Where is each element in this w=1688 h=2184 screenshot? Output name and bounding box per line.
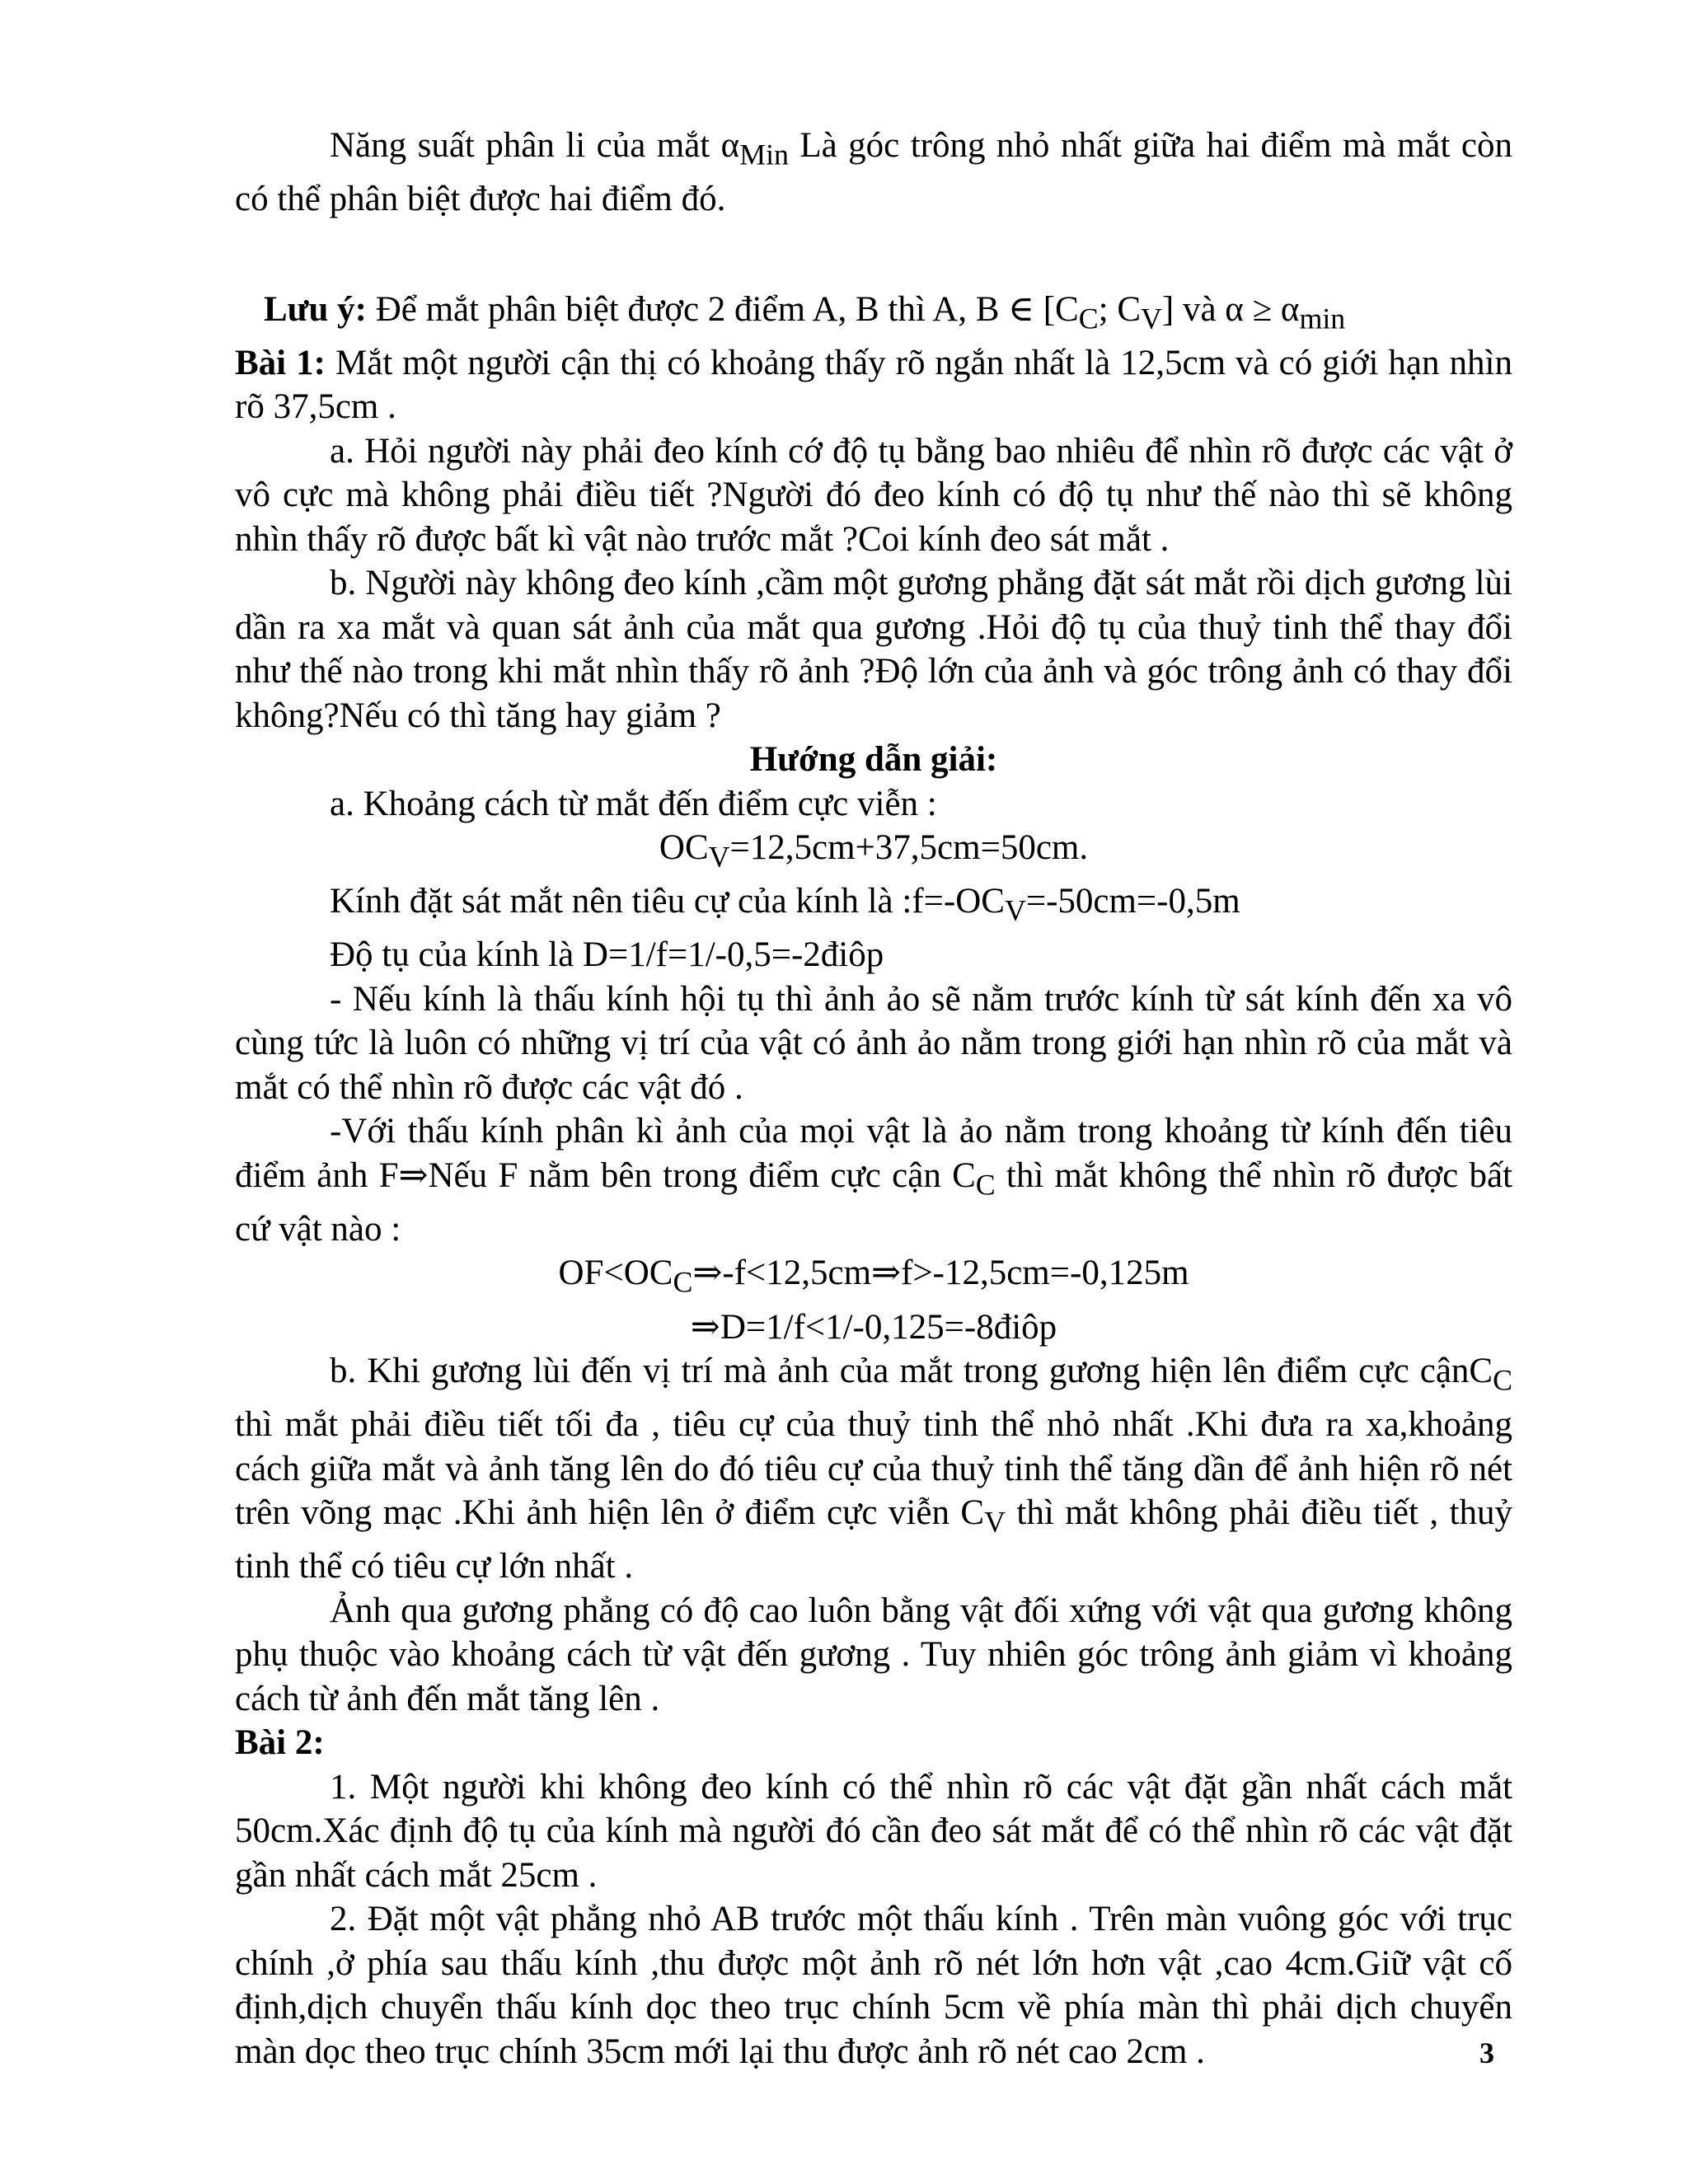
document-page	[235, 124, 1512, 2074]
focal-post: =-50cm=-0,5m	[1025, 882, 1240, 921]
bai1-intro-text: Mắt một người cận thị có khoảng thấy rõ ngắn nhất là 12,5cm và có giới hạn nhìn rõ 37,5cm .	[235, 343, 1512, 427]
note-text2: ; C	[1098, 289, 1142, 329]
bai1-question-b: b. Người này không đeo kính ,cầm một gương phẳng đặt sát mắt rồi dịch gương lùi dần ra xa mắt và quan sát ảnh của mắt qua gương .Hỏi độ tụ của thuỷ tinh thể thay đổi như thế nào trong khi mắt nhìn thấy rõ ảnh ?Độ lớn của ảnh và góc trông ảnh có thay đổi không?Nếu có thì tăng hay giảm ?	[235, 564, 1512, 735]
solution-paragraph-3: Ảnh qua gương phẳng có độ cao luôn bằng vật đối xứng với vật qua gương không phụ thuộc vào khoảng cách từ vật đến gương . Tuy nhiên góc trông ảnh giảm vì khoảng cách từ ảnh đến mắt tăng lên .	[235, 1591, 1512, 1718]
b-post: thì mắt không phải điều tiết , thuỷ tinh thể có tiêu cự lớn nhất .	[235, 1493, 1512, 1586]
note-sub-c: C	[1078, 302, 1099, 335]
page-number: 3	[1479, 2036, 1494, 2069]
bai2-question-2: 2. Đặt một vật phẳng nhỏ AB trước một thấu kính . Trên màn vuông góc với trục chính ,ở phía sau thấu kính ,thu được một ảnh rõ nét lớn hơn vật ,cao 4cm.Giữ vật cố định,dịch chuyển thấu kính dọc theo trục chính 5cm về phía màn thì phải dịch chuyển màn dọc theo trục chính 35cm mới lại thu được ảnh rõ nét cao 2cm .	[235, 1900, 1512, 2071]
p2-post: thì mắt không thể nhìn rõ được bất cứ vật nào :	[235, 1155, 1512, 1249]
note-label: Lưu ý:	[264, 289, 367, 329]
lens-power-line: Độ tụ của kính là D=1/f=1/-0,5=-2điôp	[330, 935, 884, 975]
solution-paragraph-1: - Nếu kính là thấu kính hội tụ thì ảnh ảo sẽ nằm trước kính từ sát kính đến xa vô cùng tức là luôn có những vị trí của vật có ảnh ảo nằm trong giới hạn nhìn rõ của mắt và mắt có thể nhìn rõ được các vật đó .	[235, 979, 1512, 1107]
note-text3: ] và α ≥ α	[1161, 289, 1300, 329]
solution-heading	[235, 738, 1512, 782]
intro-text: Năng suất phân li của mắt α	[330, 126, 740, 165]
b-mid: thì mắt phải điều tiết tối đa , tiêu cự của thuỷ tinh thể nhỏ nhất .Khi đưa ra xa,khoảng cách giữa mắt và ảnh tăng lên do đó tiêu cự của thuỷ tinh thể tăng dần để ảnh hiện rõ nét trên võng mạc .Khi ảnh hiện lên ở điểm cực viễn C	[235, 1405, 1512, 1533]
spacer	[235, 222, 1512, 288]
b-sub2: V	[984, 1505, 1006, 1539]
p2-pre: -Với thấu kính phân kì ảnh của mọi vật là ảo nằm trong khoảng từ kính đến tiêu điểm ảnh F⇒Nếu F nằm bên trong điểm cực cận C	[235, 1112, 1512, 1195]
intro-text-line2: còn có thể phân biệt được hai điểm đó.	[235, 126, 1513, 219]
bai2-label: Bài 2:	[235, 1723, 325, 1763]
eq1-sub: V	[708, 840, 730, 874]
solution-a-title: a. Khoảng cách từ mắt đến điểm cực viễn :	[330, 784, 937, 823]
focal-pre: Kính đặt sát mắt nên tiêu cự của kính là :f=-OC	[330, 882, 1005, 921]
bai2-question-1: 1. Một người khi không đeo kính có thể nhìn rõ các vật đặt gần nhất cách mắt 50cm.Xác định độ tụ của kính mà người đó cần đeo sát mắt để có thể nhìn rõ các vật đặt gần nhất cách mắt 25cm .	[235, 1767, 1512, 1895]
eq2-post: ⇒-f<12,5cm⇒f>-12,5cm=-0,125m	[692, 1254, 1189, 1293]
focal-sub: V	[1004, 893, 1026, 927]
eq1-pre: OC	[659, 828, 709, 868]
bai1-question-a: a. Hỏi người này phải đeo kính cớ độ tụ bằng bao nhiêu để nhìn rõ được các vật ở vô cực mà không phải điều tiết ?Người đó đeo kính có độ tụ như thế nào thì sẽ không nhìn thấy rõ được bất kì vật nào trước mắt ?Coi kính đeo sát mắt .	[235, 431, 1512, 559]
bai2-heading	[235, 1721, 1512, 1765]
focal-length-line	[235, 879, 1512, 933]
eq2-sub: C	[673, 1266, 693, 1300]
bai1-label: Bài 1:	[235, 343, 326, 382]
solution-heading-text: Hướng dẫn giải:	[749, 740, 998, 780]
p2-sub: C	[975, 1168, 996, 1202]
alpha-min-subscript: Min	[739, 138, 789, 171]
note-sub-min: min	[1299, 302, 1346, 335]
note-paragraph	[235, 288, 1512, 341]
bai1-intro	[235, 341, 1512, 429]
eq2-pre: OF<OC	[558, 1254, 673, 1293]
eq1-post: =12,5cm+37,5cm=50cm.	[729, 828, 1089, 868]
solution-paragraph-2	[235, 1109, 1512, 1251]
note-sub-v: V	[1141, 302, 1162, 335]
note-text: Để mắt phân biệt được 2 điểm A, B thì A, B ∈ [C	[366, 289, 1079, 329]
b-pre: b. Khi gương lùi đến vị trí mà ảnh của mắt trong gương hiện lên điểm cực cậnC	[330, 1352, 1493, 1391]
equation-d: ⇒D=1/f<1/-0,125=-8điôp	[690, 1307, 1057, 1347]
equation-oc-v	[235, 826, 1512, 879]
b-sub1: C	[1493, 1363, 1512, 1397]
equation-of-oc	[235, 1251, 1512, 1305]
intro-text-rest: Là góc trông nhỏ nhất giữa hai điểm mà mắt	[788, 126, 1451, 165]
solution-b-paragraph	[235, 1349, 1512, 1589]
intro-paragraph	[235, 124, 1512, 222]
